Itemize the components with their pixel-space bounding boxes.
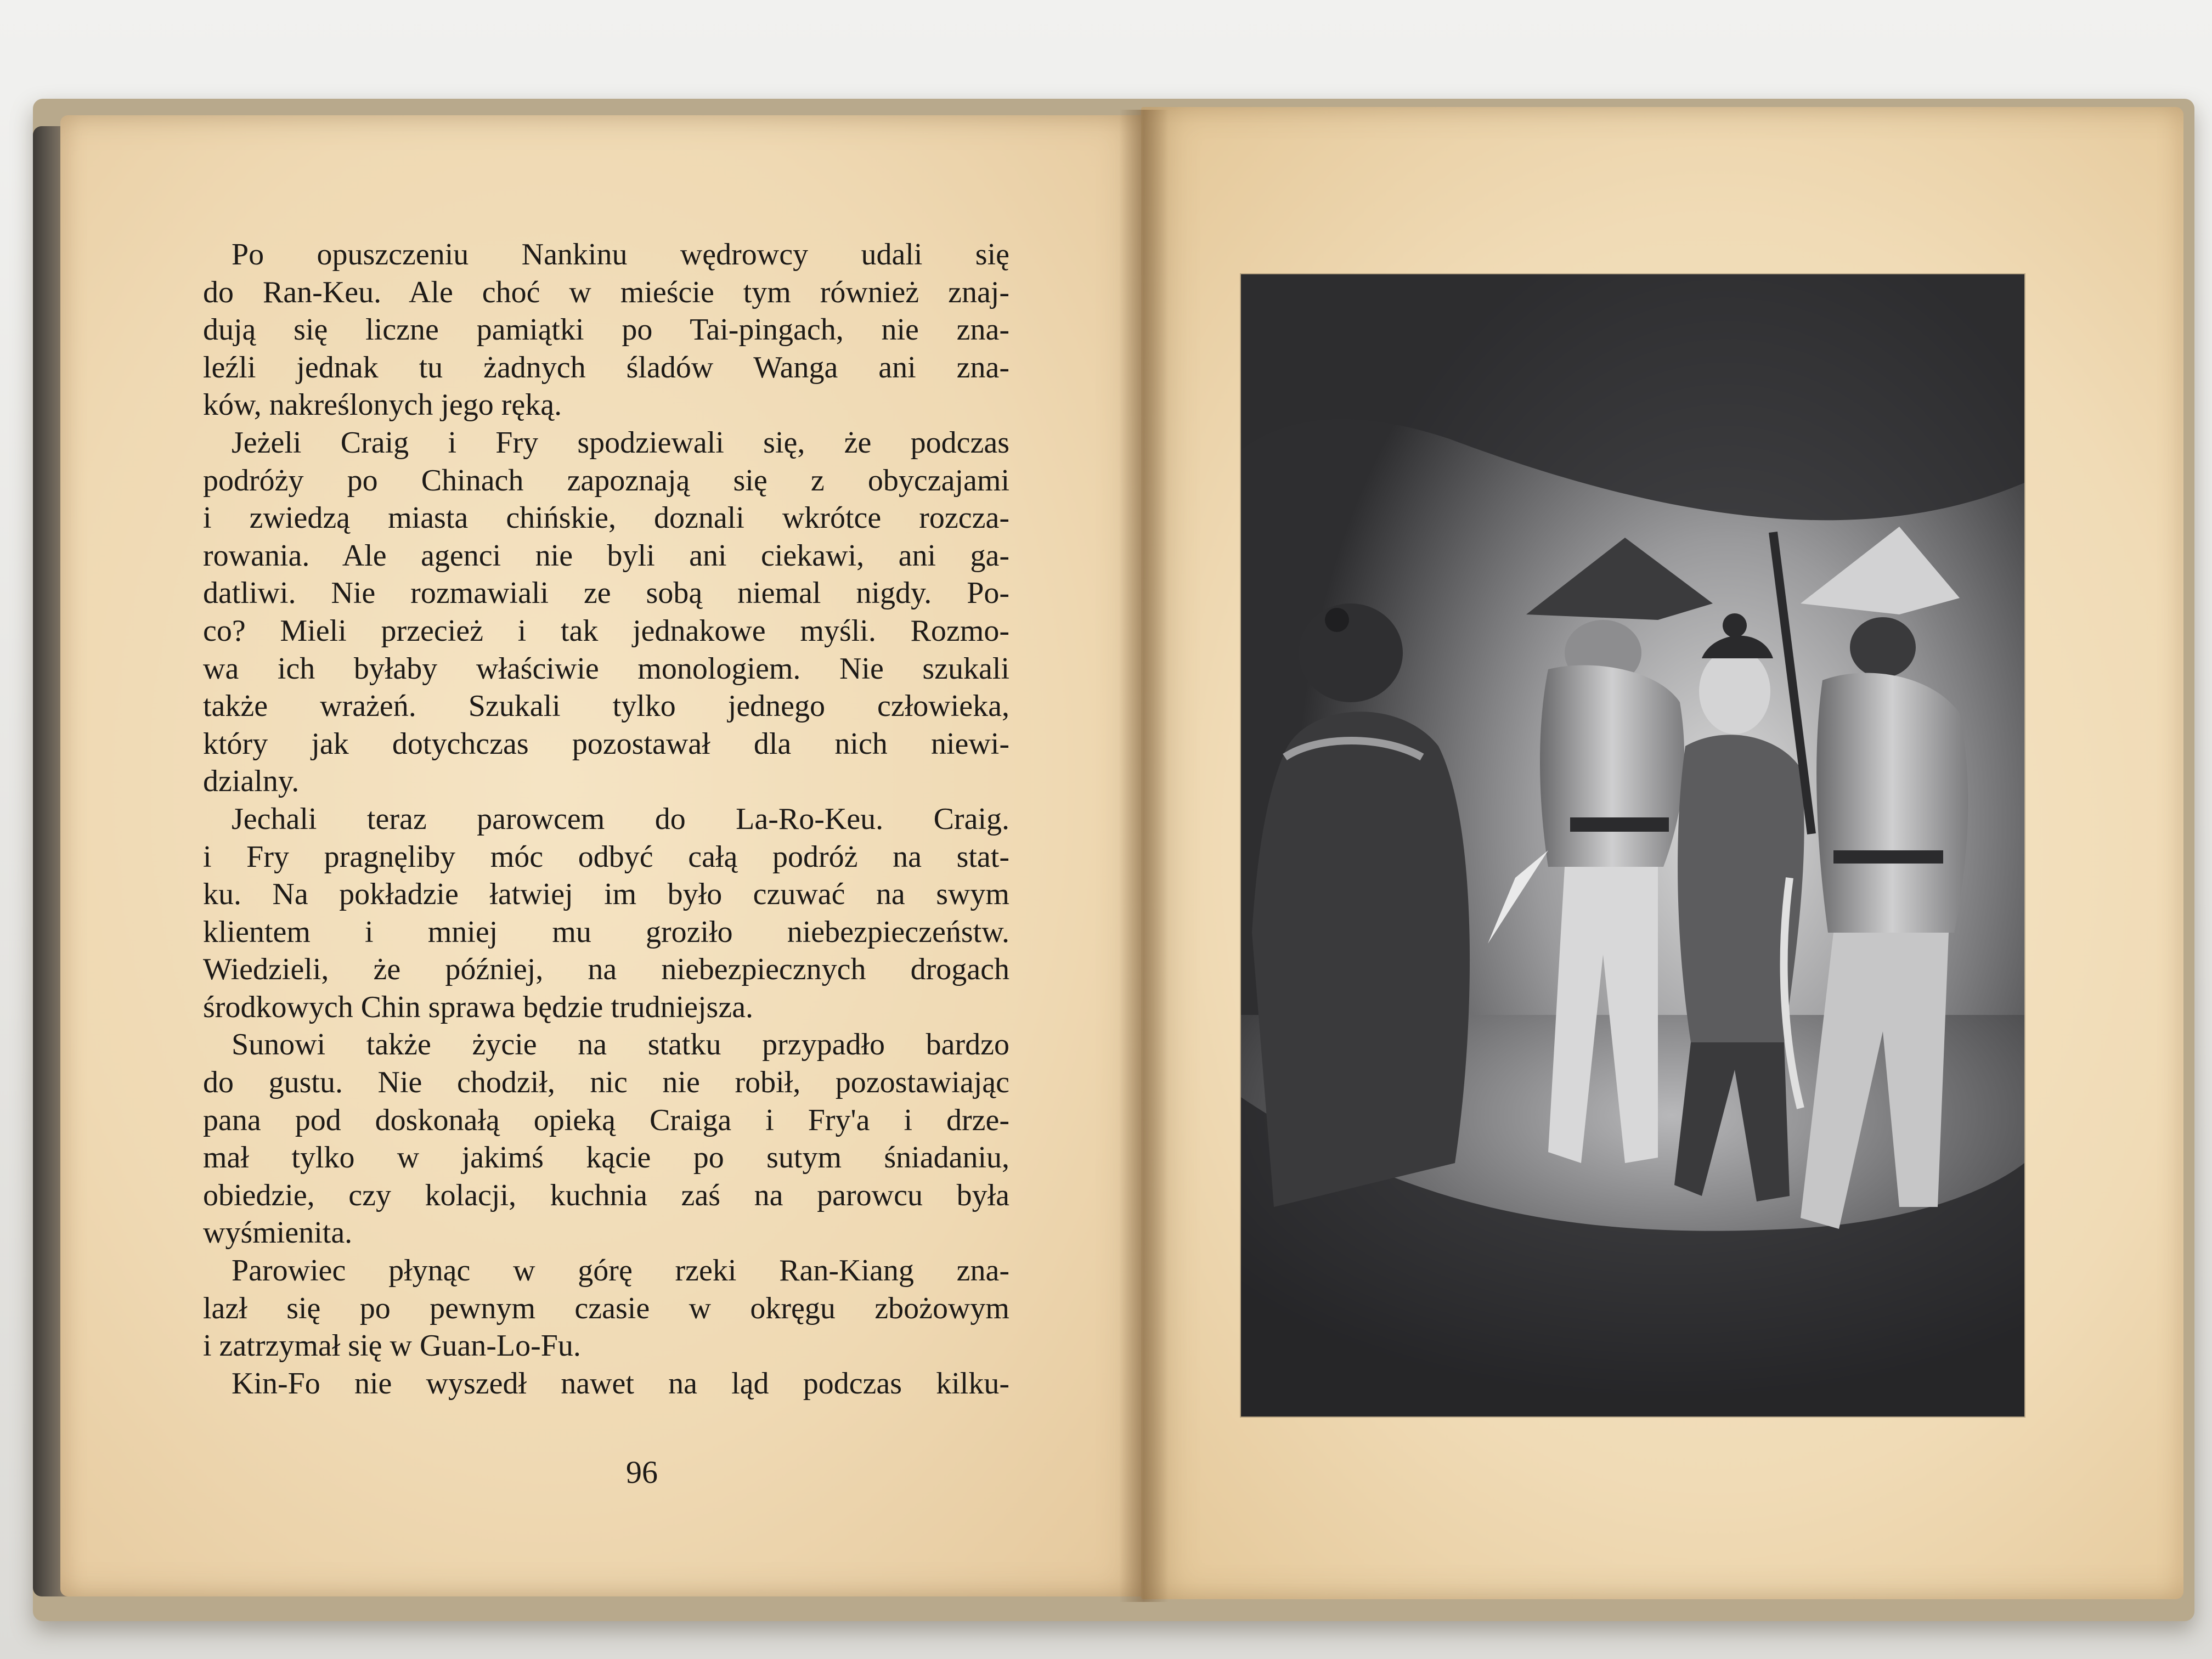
- text-line: datliwi. Nie rozmawiali ze sobą niemal nigdy. Po-: [203, 576, 1009, 611]
- text-line: Jeżeli Craig i Fry spodziewali się, że podczas: [232, 425, 1009, 460]
- text-line: Parowiec płynąc w górę rzeki Ran-Kiang zna-: [232, 1254, 1009, 1288]
- text-line: mał tylko w jakimś kącie po sutym śniadaniu,: [203, 1141, 1009, 1175]
- text-line: i zwiedzą miasta chińskie, doznali wkrótce rozcza-: [203, 501, 1009, 535]
- text-line: dują się liczne pamiątki po Tai-pingach, nie zna-: [203, 313, 1009, 347]
- text-line: Sunowi także życie na statku przypadło bardzo: [232, 1028, 1009, 1062]
- paragraph: [203, 424, 1009, 800]
- paragraph: [203, 236, 1009, 424]
- text-line: obiedzie, czy kolacji, kuchnia zaś na parowcu była: [203, 1178, 1009, 1212]
- text-line: ków, nakreślonych jego ręką.: [203, 388, 562, 422]
- paragraph: [203, 1026, 1009, 1252]
- left-page-text: [203, 236, 1009, 1402]
- text-line: do gustu. Nie chodził, nic nie robił, pozostawiając: [203, 1065, 1009, 1100]
- text-line: środkowych Chin sprawa będzie trudniejsza.: [203, 990, 754, 1024]
- text-line: Wiedzieli, że później, na niebezpiecznych drogach: [203, 952, 1009, 987]
- illustration-plate: [1241, 274, 2024, 1417]
- text-line: do Ran-Keu. Ale choć w mieście tym również znaj-: [203, 275, 1009, 309]
- page-number: 96: [626, 1454, 658, 1490]
- text-line: Jechali teraz parowcem do La-Ro-Keu. Craig.: [232, 802, 1009, 836]
- illustration-artwork: [1241, 274, 2024, 1417]
- book-gutter: [1119, 110, 1169, 1602]
- text-line: lazł się po pewnym czasie w okręgu zbożowym: [203, 1291, 1009, 1325]
- text-line: i Fry pragnęliby móc odbyć całą podróż na stat-: [203, 839, 1009, 874]
- text-line: pana pod doskonałą opieką Craiga i Fry'a i drze-: [203, 1103, 1009, 1137]
- text-line: rowania. Ale agenci nie byli ani ciekawi, ani ga-: [203, 538, 1009, 573]
- text-line: Po opuszczeniu Nankinu wędrowcy udali się: [232, 238, 1009, 272]
- paragraph: [203, 1252, 1009, 1365]
- text-line: Kin-Fo nie wyszedł nawet na ląd podczas kilku-: [232, 1366, 1009, 1401]
- paragraph: [203, 800, 1009, 1026]
- text-line: i zatrzymał się w Guan-Lo-Fu.: [203, 1329, 581, 1363]
- text-line: ku. Na pokładzie łatwiej im było czuwać na swym: [203, 877, 1009, 912]
- text-line: wa ich byłaby właściwie monologiem. Nie szukali: [203, 651, 1009, 686]
- text-line: leźli jednak tu żadnych śladów Wanga ani zna-: [203, 350, 1009, 385]
- text-line: podróży po Chinach zapoznają się z obyczajami: [203, 463, 1009, 498]
- paragraph: [203, 1365, 1009, 1403]
- text-line: co? Mieli przecież i tak jednakowe myśli. Rozmo-: [203, 613, 1009, 648]
- text-line: wyśmienita.: [203, 1216, 353, 1250]
- text-line: dzialny.: [203, 764, 300, 799]
- text-line: klientem i mniej mu groziło niebezpieczeństw.: [203, 915, 1009, 949]
- text-line: który jak dotychczas pozostawał dla nich niewi-: [203, 726, 1009, 761]
- text-line: także wrażeń. Szukali tylko jednego człowieka,: [203, 689, 1009, 724]
